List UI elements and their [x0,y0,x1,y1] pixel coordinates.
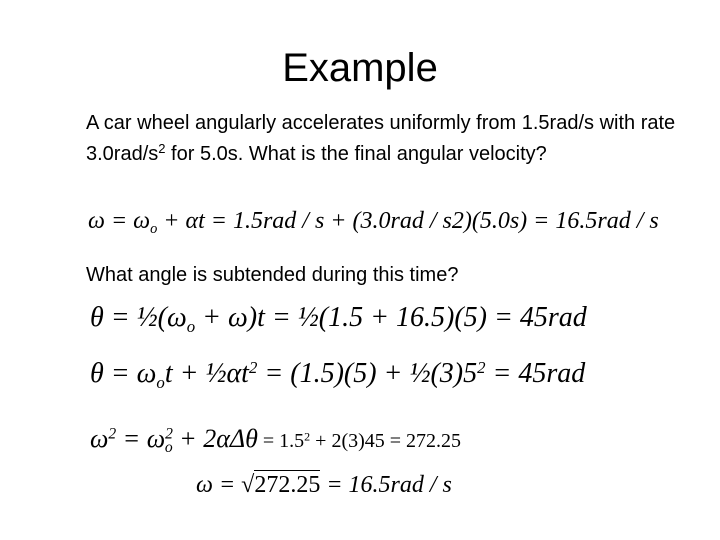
eq2-text-b: + ω)t = ½(1.5 + 16.5)(5) = 45rad [195,302,587,333]
problem-statement [86,110,686,167]
eq4-superscript: 2 [108,425,117,443]
eq3-text-d: = 45rad [485,358,586,390]
eq5-text-a: ω = √ [196,472,255,498]
equation-angle-kinematic [90,358,585,393]
question-angle: What angle is subtended during this time? [86,264,459,286]
eq1-rhs: 1.5rad / s + (3.0rad / s2)(5.0s) = 16.5rad / s [232,208,659,234]
eq4-subscript-b: o [164,439,173,457]
problem-superscript: 2 [158,141,166,156]
eq4-text-d: = 1.5 [257,430,305,452]
problem-text-b: for 5.0s. What is the final angular velocity? [165,143,547,165]
eq2-text-a: θ = ½(ω [90,302,187,333]
eq1-mid: + αt = [157,208,233,234]
eq4-superscript-b: 2 [165,425,173,443]
eq2-subscript: o [186,316,196,336]
eq5-text-b: = 16.5rad / s [320,472,452,498]
eq3-superscript: 2 [248,358,258,377]
slide-title: Example [282,46,438,90]
eq4-superscript-d: 2 [304,429,311,444]
problem-text-a: A car wheel angularly accelerates uniformly from 1.5rad/s with rate 3.0rad/s [86,112,676,165]
eq1-lhs-subscript: o [150,221,158,238]
equation-omega-squared [90,424,461,457]
eq5-radicand: 272.25 [254,472,321,498]
equation-omega-sqrt [196,470,452,499]
eq1-lhs: ω = ω [88,208,151,234]
eq3-text-a: θ = ω [90,358,157,390]
eq4-text-c: + 2αΔθ [172,424,258,453]
eq3-subscript: o [156,373,165,393]
eq3-text-b: t + ½αt [164,358,249,390]
equation-angle-average-velocity [90,302,587,337]
eq4-text-a: ω [90,424,109,453]
eq4-text-b: = ω [116,424,166,453]
equation-final-angular-velocity [88,208,659,238]
eq3-text-c: = (1.5)(5) + ½(3)5 [257,358,478,390]
eq3-superscript-2: 2 [477,358,486,377]
eq4-text-e: + 2(3)45 = 272.25 [310,430,462,452]
